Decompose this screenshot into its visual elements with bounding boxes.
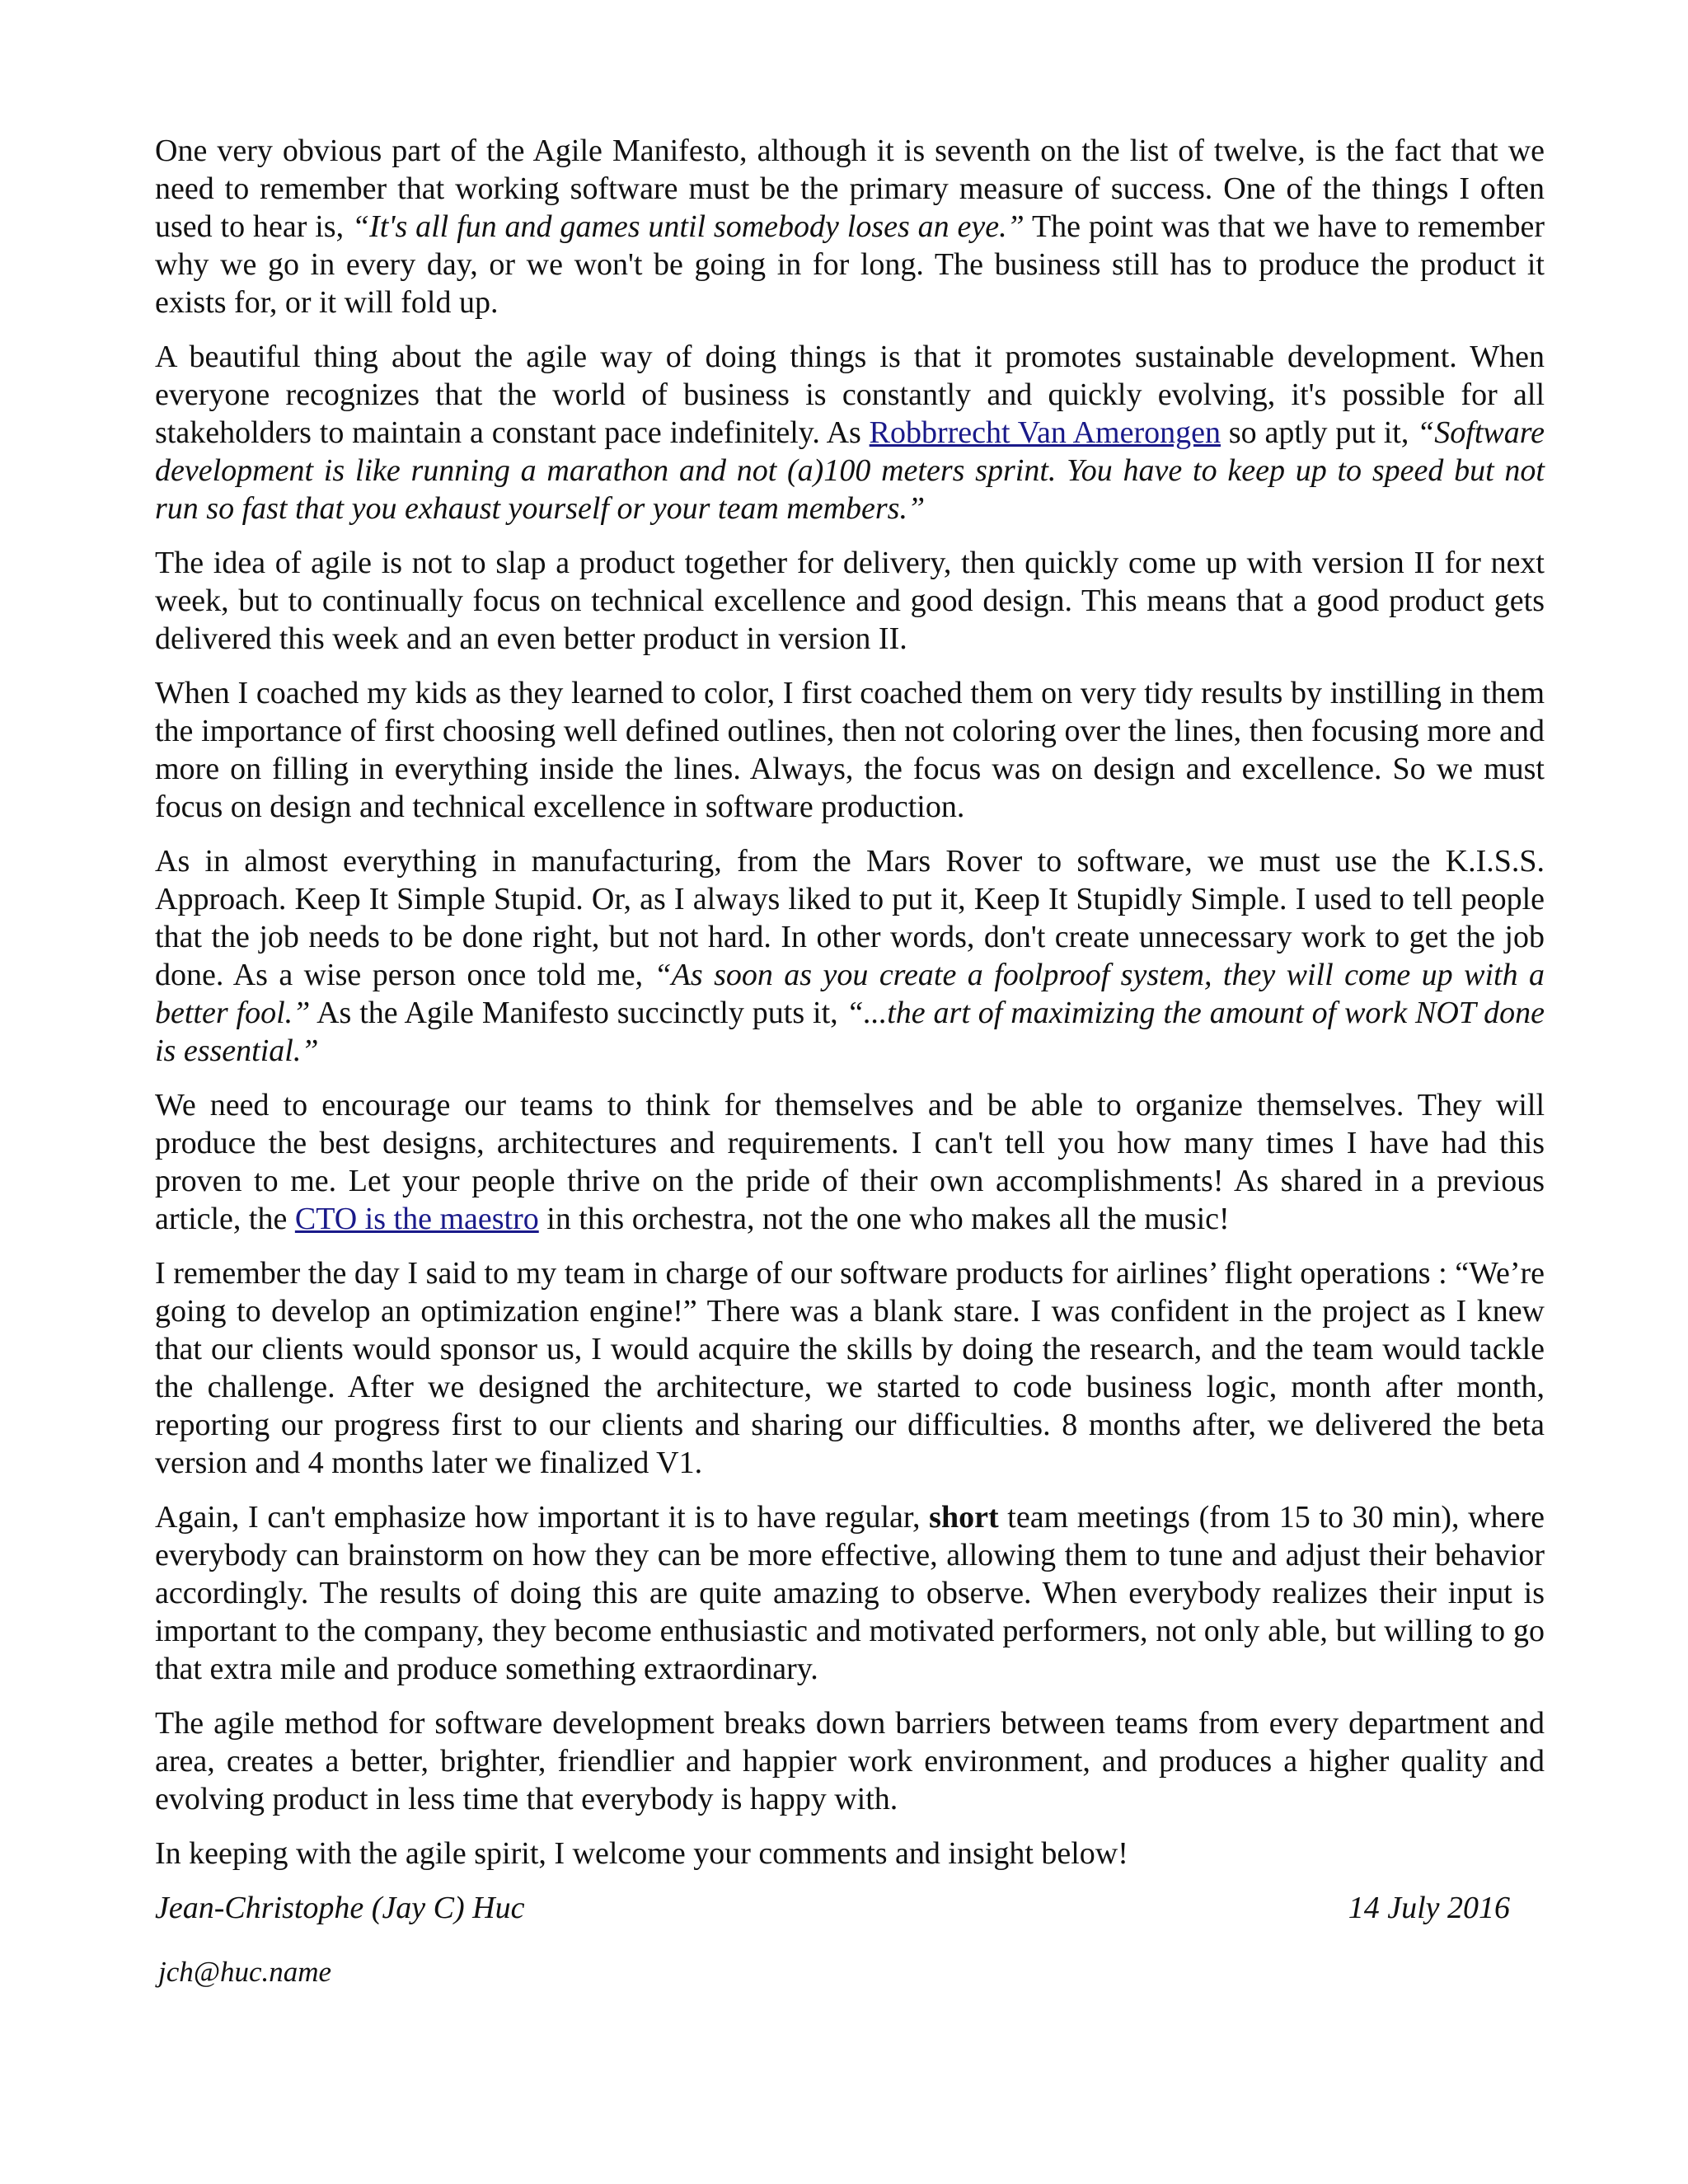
- paragraph-5-text-b: As the Agile Manifesto succinctly puts it,: [310, 996, 846, 1030]
- paragraph-5: [155, 842, 1545, 1070]
- paragraph-8: [155, 1498, 1545, 1688]
- paragraph-8-bold: short: [929, 1500, 999, 1535]
- paragraph-1-quote: “It's all fun and games until somebody loses an eye.”: [351, 209, 1025, 244]
- paragraph-1-text-b: The point was that we have to remember why we go in every day, or we won't be going in for long. The business still has to produce the product it exists for, or it will fold up.: [155, 209, 1545, 320]
- paragraph-1: [155, 132, 1545, 321]
- paragraph-3: The idea of agile is not to slap a product together for delivery, then quickly come up with version II for next week, but to continually focus on technical excellence and good design. This means that a good product gets delivered this week and an even better product in version II.: [155, 546, 1545, 656]
- author-email: jch@huc.name: [158, 1956, 332, 1988]
- paragraph-6: [155, 1086, 1545, 1238]
- paragraph-5-text-a: As in almost everything in manufacturing, from the Mars Rover to software, we must use the K.I.S.S. Approach. Keep It Simple Stupid. Or, as I always liked to put it, Keep It Stupidly Simple. I used to tell people that the job needs to be done right, but not hard. In other words, don't create unnecessary work to get the job done. As a wise person once told me,: [155, 844, 1545, 992]
- signature-line: [155, 1889, 1545, 1940]
- paragraph-9: The agile method for software development breaks down barriers between teams from every department and area, creates a better, brighter, friendlier and happier work environment, and produces a higher quality and evolving product in less time that everybody is happy with.: [155, 1706, 1545, 1816]
- paragraph-5-quote-1: “As soon as you create a foolproof system, they will come up with a better fool.”: [155, 958, 1545, 1030]
- paragraph-5-quote-2: “...the art of maximizing the amount of work NOT done is essential.”: [155, 996, 1545, 1068]
- paragraph-7: I remember the day I said to my team in charge of our software products for airlines’ flight operations : “We’re going to develop an optimization engine!” There was a blank stare. I was confident in the project as I knew that our clients would sponsor us, I would acquire the skills by doing the research, and the team would tackle the challenge. After we designed the architecture, we started to code business logic, month after month, reporting our progress first to our clients and sharing our difficulties. 8 months after, we delivered the beta version and 4 months later we finalized V1.: [155, 1256, 1545, 1480]
- paragraph-6-text-b: in this orchestra, not the one who makes all the music!: [538, 1202, 1230, 1236]
- paragraph-8-text-a: Again, I can't emphasize how important it is to have regular,: [155, 1500, 930, 1535]
- paragraph-10: In keeping with the agile spirit, I welcome your comments and insight below!: [155, 1836, 1128, 1871]
- author-name: Jean-Christophe (Jay C) Huc: [155, 1891, 525, 1925]
- document-page: [155, 132, 1545, 1991]
- paragraph-2-text-a: A beautiful thing about the agile way of doing things is that it promotes sustainable development. When everyone recognizes that the world of business is constantly and quickly evolving, it's possible for all stakeholders to maintain a constant pace indefinitely. As: [155, 340, 1545, 450]
- signature-date: 14 July 2016: [1348, 1891, 1510, 1925]
- paragraph-2-text-b: so aptly put it,: [1221, 415, 1418, 450]
- paragraph-8-text-b: team meetings (from 15 to 30 min), where everybody can brainstorm on how they can be more effective, allowing them to tune and adjust their behavior accordingly. The results of doing this are quite amazing to observe. When everybody realizes their input is important to the company, they become enthusiastic and motivated performers, not only able, but willing to go that extra mile and produce something extraordinary.: [155, 1500, 1545, 1686]
- paragraph-4: When I coached my kids as they learned to color, I first coached them on very tidy results by instilling in them the importance of first choosing well defined outlines, then not coloring over the lines, then focusing more and more on filling in everything inside the lines. Always, the focus was on design and excellence. So we must focus on design and technical excellence in software production.: [155, 676, 1545, 824]
- paragraph-2-quote: “Software development is like running a marathon and not (a)100 meters sprint. You have to keep up to speed but not run so fast that you exhaust yourself or your team members.”: [155, 415, 1545, 526]
- paragraph-6-text-a: We need to encourage our teams to think for themselves and be able to organize themselves. They will produce the best designs, architectures and requirements. I can't tell you how many times I have had this proven to me. Let your people thrive on the pride of their own accomplishments! As shared in a previous article, the: [155, 1088, 1545, 1236]
- paragraph-2: [155, 338, 1545, 527]
- paragraph-1-text-a: One very obvious part of the Agile Manifesto, although it is seventh on the list of twelve, is the fact that we need to remember that working software must be the primary measure of success. One of the things I often used to hear is,: [155, 134, 1545, 244]
- link-robbrrecht-van-amerongen[interactable]: Robbrrecht Van Amerongen: [869, 415, 1221, 450]
- link-cto-is-the-maestro[interactable]: CTO is the maestro: [294, 1202, 539, 1236]
